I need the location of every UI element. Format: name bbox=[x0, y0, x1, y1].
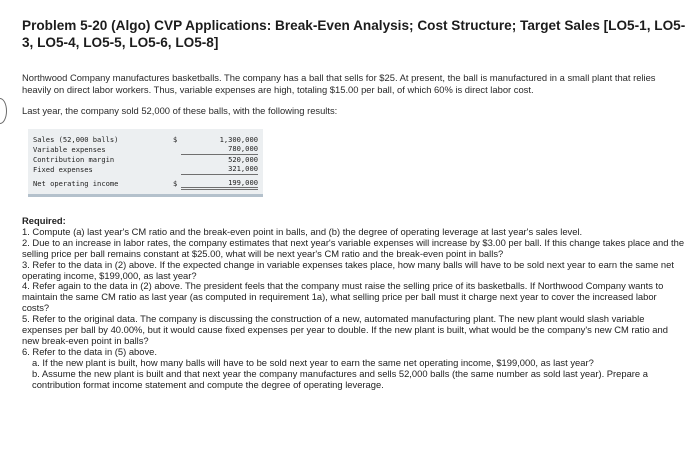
statement-amount: 780,000 bbox=[181, 144, 258, 154]
statement-label: Fixed expenses bbox=[33, 164, 93, 174]
statement-row-contribution-margin bbox=[33, 154, 258, 164]
statement-row-sales bbox=[33, 135, 258, 144]
requirement-4: 4. Refer again to the data in (2) above. The president feels that the company must raise the selling price of its basketballs. If Northwood Company wants to maintain the same CM ratio as last year (as computed in requirement 1a), what selling price per ball must it charge next year to cover the increased labor costs? bbox=[22, 280, 664, 314]
statement-currency: $ bbox=[173, 179, 178, 189]
income-statement-table bbox=[33, 135, 258, 190]
statement-label: Variable expenses bbox=[33, 144, 106, 154]
requirement-6b: b. Assume the new plant is built and that next year the company manufactures and sells 52,000 balls (the same number as sold last year). Prepare a contribution format income statement and compute the degree of operating leverage. bbox=[32, 367, 648, 390]
statement-amount: 321,000 bbox=[181, 164, 258, 174]
statement-currency bbox=[173, 164, 181, 174]
required-heading: Required: bbox=[22, 215, 66, 227]
statement-currency bbox=[173, 154, 181, 164]
scroll-marker-icon bbox=[0, 98, 7, 124]
requirement-1: 1. Compute (a) last year's CM ratio and the break-even point in balls, and (b) the degree of operating leverage at last year's sales level. bbox=[22, 225, 583, 237]
problem-intro: Northwood Company manufactures basketballs. The company has a ball that sells for $25. At present, the ball is manufactured in a small plant that relies heavily on direct labor workers. Thus, variable expenses are high, totaling $15.00 per ball, of which 60% is direct labor cost. bbox=[22, 72, 656, 95]
income-statement bbox=[28, 129, 263, 197]
statement-row-fixed-expenses bbox=[33, 164, 258, 174]
requirement-3: 3. Refer to the data in (2) above. If the expected change in variable expenses takes place, how many balls will have to be sold next year to earn the same net operating income, $199,000, as last year? bbox=[22, 258, 674, 281]
statement-amount: 520,000 bbox=[228, 154, 258, 164]
statement-row-variable-expenses bbox=[33, 144, 258, 154]
statement-amount: 1,300,000 bbox=[219, 135, 258, 144]
statement-amount: 199,000 bbox=[181, 174, 258, 188]
statement-label: Contribution margin bbox=[33, 154, 115, 164]
statement-row-net-operating-income bbox=[33, 174, 258, 188]
statement-label: Net operating income bbox=[33, 179, 119, 189]
requirement-5: 5. Refer to the original data. The company is discussing the construction of a new, automated manufacturing plant. The new plant would slash variable expenses per ball by 40.00%, but it would cause fixed expenses per year to double. If the new plant is built, what would be the company's new CM ratio and new break-even point in balls? bbox=[22, 313, 668, 346]
requirement-6a: a. If the new plant is built, how many balls will have to be sold next year to earn the same net operating income, $199,000, as last year? bbox=[32, 356, 594, 368]
required-section bbox=[22, 216, 686, 391]
statement-currency bbox=[173, 144, 181, 154]
problem-title: Problem 5-20 (Algo) CVP Applications: Break-Even Analysis; Cost Structure; Target Sales [LO5-1, LO5-3, LO5-4, LO5-5, LO5-6, LO5-8] bbox=[22, 18, 686, 50]
last-year-text: Last year, the company sold 52,000 of these balls, with the following results: bbox=[22, 105, 338, 116]
statement-label: Sales (52,000 balls) bbox=[33, 135, 119, 144]
requirement-6: 6. Refer to the data in (5) above. bbox=[22, 345, 157, 357]
statement-currency: $ bbox=[173, 135, 178, 144]
requirement-2: 2. Due to an increase in labor rates, the company estimates that next year's variable expenses will increase by $3.00 per ball. If this change takes place and the selling price per ball remains constant at $25.00, what will be next year's CM ratio and the break-even point in balls? bbox=[22, 236, 685, 259]
